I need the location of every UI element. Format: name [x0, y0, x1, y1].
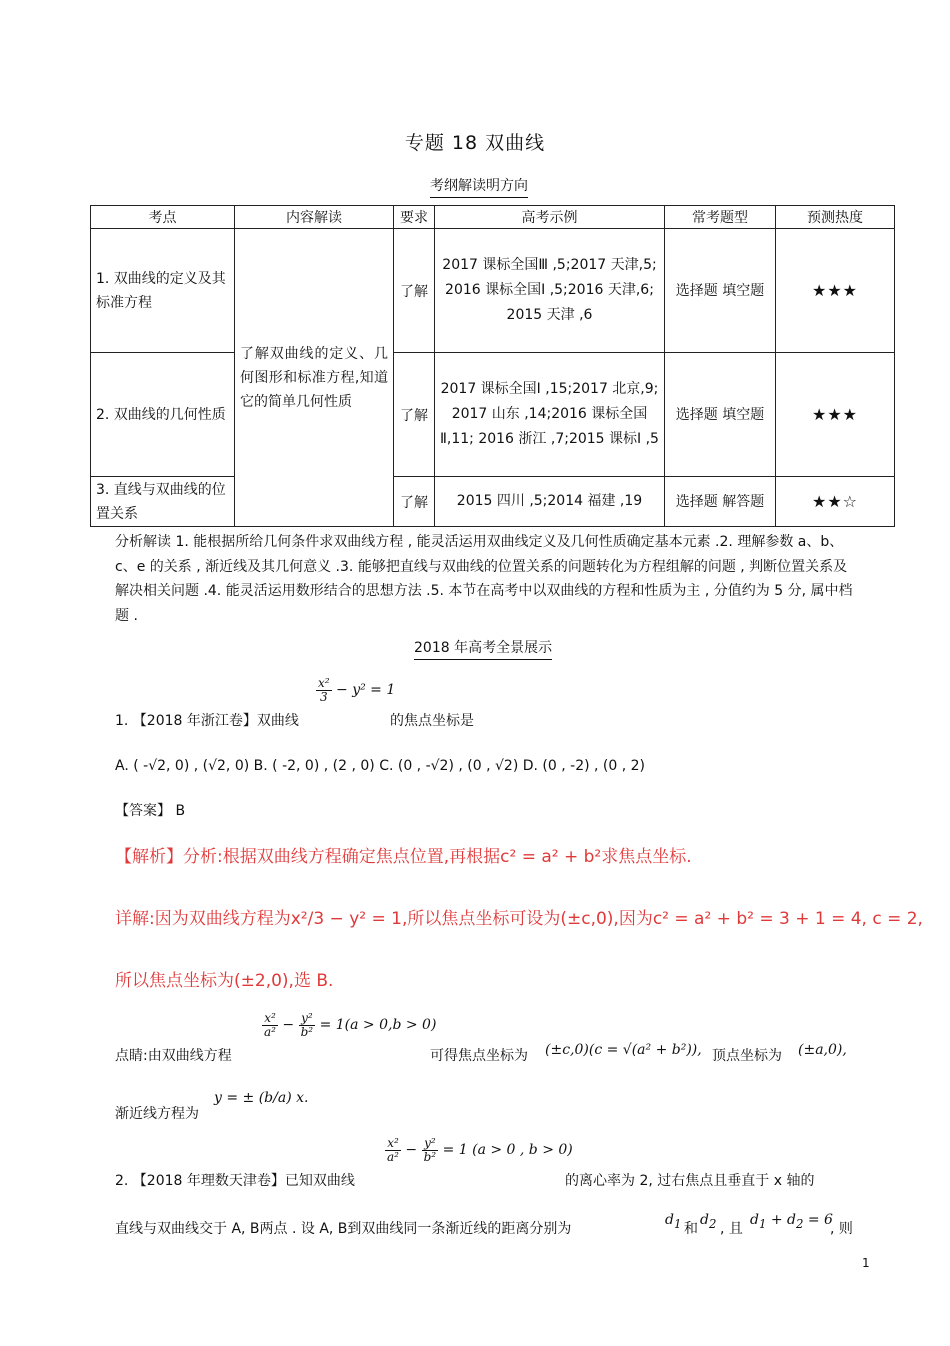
- table-row: [91, 229, 895, 353]
- page-number: 1: [862, 1256, 870, 1270]
- header-cell: 要求: [394, 206, 435, 229]
- q2-equation: $\frac{\text{x²}}{\text{a²}}$ − $\frac{\text{y²}}{\text{b²}}$ = 1 (a > 0 , b > 0): [387, 1136, 573, 1164]
- q2-then: , 则: [830, 1221, 853, 1237]
- requirement-cell: 了解: [394, 477, 435, 527]
- examples-cell: 2017 课标全国Ⅰ ,15;2017 北京,9; 2017 山东 ,14;2016 课标全国Ⅱ,11; 2016 浙江 ,7;2015 课标Ⅰ ,5: [435, 353, 665, 477]
- header-cell: 常考题型: [665, 206, 776, 229]
- header-cell: 高考示例: [435, 206, 665, 229]
- question-type-cell: 选择题 填空题: [665, 353, 776, 477]
- header-cell: 预测热度: [776, 206, 895, 229]
- header-cell: 考点: [91, 206, 235, 229]
- q1-equation: $\frac{\text{x²}}{3}$ − y² = 1: [318, 676, 396, 704]
- examples-cell: 2015 四川 ,5;2014 福建 ,19: [435, 477, 665, 527]
- tip-vertex-expr: (±a,0),: [798, 1042, 847, 1058]
- requirement-cell: 了解: [394, 353, 435, 477]
- q1-options: A. ( -√2, 0) , (√2, 0) B. ( -2, 0) , (2 , 0) C. (0 , -√2) , (0 , √2) D. (0 , -2) , (0 , 2): [115, 758, 645, 774]
- analysis-paragraph: 分析解读 1. 能根据所给几何条件求双曲线方程 , 能灵活运用双曲线定义及几何性质确定基本元素 .2. 理解参数 a、b、c、e 的关系 , 渐近线及其几何意义 .3. 能够把直线与双曲线的位置关系的问题转化为方程组解的问题 , 判断位置关系及解决相关问题 .4. 能灵活运用数形结合的思想方法 .5. 本节在高考中以双曲线的方程和性质为主 , 分值约为 5 分, 属中档题 .: [115, 534, 853, 624]
- heat-rating: ★★☆: [776, 477, 895, 527]
- table-header-row: [91, 206, 895, 229]
- syllabus-table: [90, 205, 895, 527]
- q2-d2: $d_2$: [700, 1212, 717, 1231]
- tip-prefix: 点睛:由双曲线方程: [115, 1048, 232, 1064]
- question-type-cell: 选择题 填空题: [665, 229, 776, 353]
- table-row: [91, 477, 895, 527]
- requirement-cell: 了解: [394, 229, 435, 353]
- q2-stem-mid: 的离心率为 2, 过右焦点且垂直于 x 轴的: [565, 1173, 815, 1189]
- q1-analysis: 【解析】分析:根据双曲线方程确定焦点位置,再根据c² = a² + b²求焦点坐标.: [115, 847, 692, 867]
- q2-and-2: , 且: [720, 1221, 743, 1237]
- heat-rating: ★★★: [776, 353, 895, 477]
- q2-stem-prefix: 2. 【2018 年理数天津卷】已知双曲线: [115, 1173, 355, 1189]
- q1-detail-line2: 所以焦点坐标为(±2,0),选 B.: [115, 971, 334, 991]
- heat-rating: ★★★: [776, 229, 895, 353]
- section-heading-2018: 2018 年高考全景展示: [414, 637, 552, 660]
- q1-answer: 【答案】 B: [115, 803, 186, 819]
- tip-asymptote-expr: y = ± (b/a) x.: [214, 1090, 309, 1106]
- point-cell: 1. 双曲线的定义及其标准方程: [91, 229, 235, 353]
- tip-asymptote-label: 渐近线方程为: [115, 1106, 199, 1122]
- tip-equation: $\frac{\text{x²}}{\text{a²}}$ − $\frac{\text{y²}}{\text{b²}}$ = 1(a > 0,b > 0): [264, 1011, 437, 1039]
- q2-sum: $d_1 + d_2 = 6$: [750, 1212, 833, 1231]
- point-cell: 2. 双曲线的几何性质: [91, 353, 235, 477]
- q1-detail-line1: 详解:因为双曲线方程为x²/3 − y² = 1,所以焦点坐标可设为(±c,0),因为c² = a² + b² = 3 + 1 = 4, c = 2,: [115, 909, 923, 929]
- q2-line2: 直线与双曲线交于 A, B两点 . 设 A, B到双曲线同一条渐近线的距离分别为: [115, 1221, 572, 1237]
- point-cell: 3. 直线与双曲线的位置关系: [91, 477, 235, 527]
- table-row: [91, 353, 895, 477]
- q2-d1: $d_1$: [665, 1212, 682, 1231]
- tip-focus-expr: (±c,0)(c = √(a² + b²)),: [545, 1042, 702, 1058]
- q1-stem-suffix: 的焦点坐标是: [390, 713, 474, 729]
- header-cell: 内容解读: [235, 206, 394, 229]
- tip-focus-label: 可得焦点坐标为: [430, 1048, 528, 1064]
- content-cell: 了解双曲线的定义、几何图形和标准方程,知道它的简单几何性质: [235, 229, 394, 527]
- question-type-cell: 选择题 解答题: [665, 477, 776, 527]
- section-heading-outline: 考纲解读明方向: [430, 175, 528, 198]
- examples-cell: 2017 课标全国Ⅲ ,5;2017 天津,5; 2016 课标全国Ⅰ ,5;2016 天津,6; 2015 天津 ,6: [435, 229, 665, 353]
- q2-and: 和: [684, 1221, 698, 1237]
- q1-stem-prefix: 1. 【2018 年浙江卷】双曲线: [115, 713, 299, 729]
- tip-vertex-label: 顶点坐标为: [712, 1048, 782, 1064]
- q2-condition: (a > 0 , b > 0): [472, 1142, 573, 1159]
- page-title: 专题 18 双曲线: [404, 132, 546, 154]
